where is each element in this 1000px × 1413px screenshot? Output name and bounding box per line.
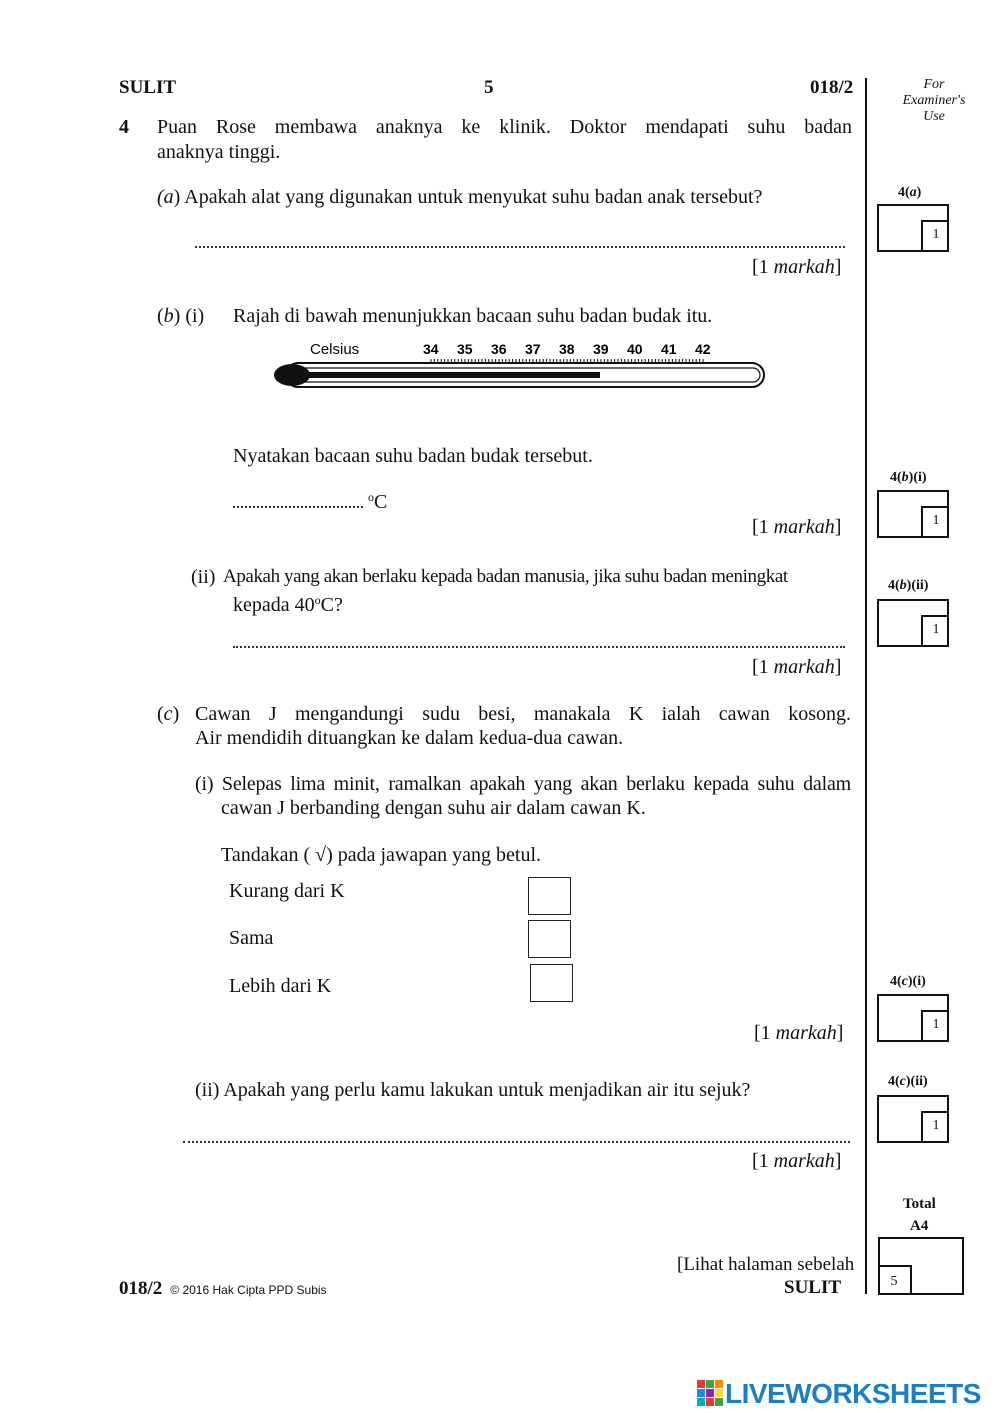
part-a: (a) Apakah alat yang digunakan untuk menyukat suhu badan anak tersebut? [157, 186, 763, 208]
part-c-i-line1: (i) Selepas lima minit, ramalkan apakah yang akan berlaku kepada suhu dalam [195, 773, 851, 795]
footer-left [119, 1278, 327, 1300]
mark-box-4ci[interactable] [877, 994, 949, 1042]
question-intro-line2: anaknya tinggi. [157, 141, 281, 163]
mark-box-4bii[interactable] [877, 599, 949, 647]
checkbox-kurang[interactable] [528, 877, 571, 915]
question-intro-line1: Puan Rose membawa anaknya ke klinik. Doktor mendapati suhu badan [157, 116, 852, 138]
mark-box-4bi-value: 1 [921, 506, 949, 538]
part-b-ii-line2: kepada 40$^o$C? [233, 593, 343, 616]
liveworksheets-logo[interactable] [697, 1378, 981, 1410]
total-value: 5 [878, 1265, 912, 1295]
examiner-line2: Examiner's [902, 93, 966, 108]
option-sama: Sama [229, 927, 274, 949]
examiner-line3: Use [923, 109, 945, 124]
option-kurang: Kurang dari K [229, 880, 345, 902]
total-label: Total [903, 1196, 936, 1212]
scale-label-35: 35 [457, 341, 473, 357]
part-c-line1: Cawan J mengandungi sudu besi, manakala K ialah cawan kosong. [195, 703, 851, 725]
scale-label-37: 37 [525, 341, 541, 357]
header-code: 018/2 [810, 77, 854, 98]
thermometer-scale [423, 341, 711, 357]
part-c-i-line2: cawan J berbanding dengan suhu air dalam cawan K. [221, 797, 646, 819]
total-box[interactable] [878, 1237, 964, 1295]
mark-label-4bi: 4(b)(i) [890, 470, 927, 485]
mark-label-4cii: 4(c)(ii) [888, 1074, 928, 1089]
scale-label-42: 42 [695, 341, 711, 357]
footer-sulit: SULIT [784, 1277, 842, 1298]
mark-label-4a: 4(a) [898, 185, 922, 200]
part-b-ii-line1: Apakah yang akan berlaku kepada badan manusia, jika suhu badan meningkat [223, 566, 788, 587]
liveworksheets-icon [697, 1380, 723, 1408]
part-c-label: (c) [157, 703, 180, 725]
thermometer-mercury [298, 372, 600, 378]
scale-label-40: 40 [627, 341, 643, 357]
scale-label-34: 34 [423, 341, 439, 357]
part-b-i-mark: [1 markah] [752, 516, 842, 538]
footer-code: 018/2 [119, 1278, 163, 1299]
part-b-ii-label: (ii) [191, 566, 216, 588]
option-lebih: Lebih dari K [229, 975, 332, 997]
margin-divider [865, 78, 867, 1294]
liveworksheets-text: LIVEWORKSHEETS [725, 1378, 981, 1409]
footer-copyright: © 2016 Hak Cipta PPD Subis [170, 1283, 327, 1297]
mark-box-4cii-value: 1 [921, 1111, 949, 1143]
part-a-answer-line[interactable] [195, 236, 845, 248]
header-sulit: SULIT [119, 77, 177, 98]
thermometer-unit-label: Celsius [310, 341, 360, 358]
mark-label-4bii: 4(b)(ii) [888, 578, 929, 593]
part-a-mark: [1 markah] [752, 256, 842, 278]
part-b-prompt: Nyatakan bacaan suhu badan budak tersebut. [233, 445, 593, 467]
footer-next-page: [Lihat halaman sebelah [677, 1254, 855, 1275]
scale-label-36: 36 [491, 341, 507, 357]
part-c-line2: Air mendidih dituangkan ke dalam kedua-dua cawan. [195, 727, 624, 749]
mark-box-4bi[interactable] [877, 490, 949, 538]
mark-box-4a[interactable] [877, 204, 949, 252]
checkbox-lebih[interactable] [530, 964, 573, 1002]
examiner-line1: For [923, 77, 945, 92]
tick-instruction: Tandakan ( √) pada jawapan yang betul. [221, 844, 541, 866]
mark-label-4ci: 4(c)(i) [890, 974, 926, 989]
total-section: A4 [910, 1218, 929, 1234]
part-b-text: Rajah di bawah menunjukkan bacaan suhu badan budak itu. [233, 305, 713, 327]
scale-label-41: 41 [661, 341, 677, 357]
part-c-i-mark: [1 markah] [754, 1022, 844, 1044]
part-b-label: (b) (i) [157, 305, 205, 327]
scale-label-39: 39 [593, 341, 609, 357]
part-c-ii-text: (ii) Apakah yang perlu kamu lakukan untuk menjadikan air itu sejuk? [195, 1079, 751, 1101]
part-c-ii-answer-line[interactable] [183, 1131, 850, 1143]
part-a-text: Apakah alat yang digunakan untuk menyukat suhu badan anak tersebut? [184, 186, 763, 208]
header-page-number: 5 [484, 77, 494, 98]
thermometer-diagram [268, 335, 768, 395]
question-number: 4 [119, 116, 129, 138]
part-b-ii-mark: [1 markah] [752, 656, 842, 678]
mark-box-4bii-value: 1 [921, 615, 949, 647]
mark-box-4ci-value: 1 [921, 1010, 949, 1042]
mark-box-4a-value: 1 [921, 220, 949, 252]
examiner-use-label [888, 77, 980, 125]
part-b-ii-answer-line[interactable] [233, 636, 845, 648]
part-b-answer[interactable] [233, 491, 387, 514]
celsius-unit: C [374, 491, 388, 513]
degree-sign: o [368, 490, 374, 504]
checkbox-sama[interactable] [528, 920, 571, 958]
mark-box-4cii[interactable] [877, 1095, 949, 1143]
part-c-ii-mark: [1 markah] [752, 1150, 842, 1172]
scale-label-38: 38 [559, 341, 575, 357]
